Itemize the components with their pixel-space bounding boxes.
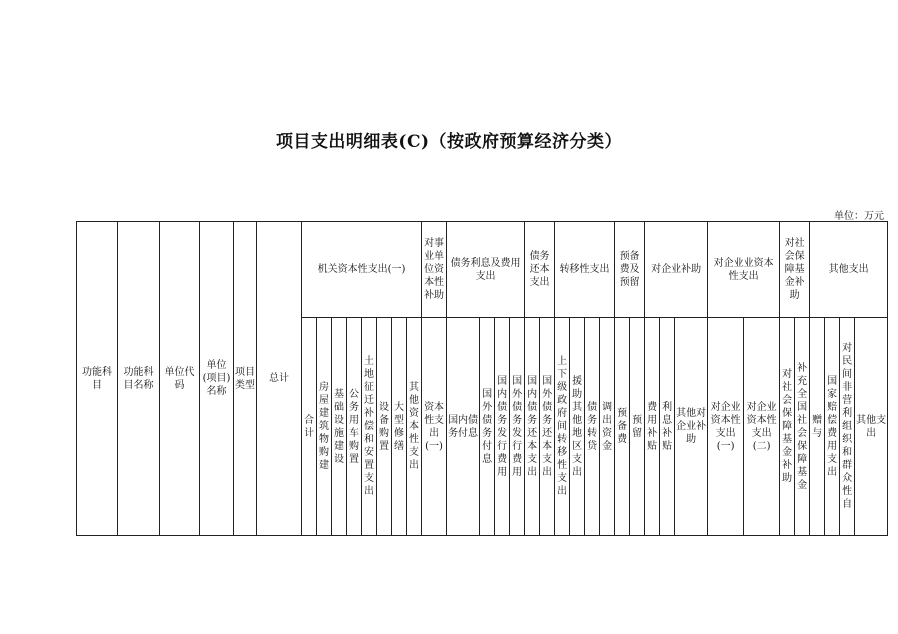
sub-header: 其他对企业补助	[675, 318, 708, 536]
sub-header: 设备购置	[377, 318, 392, 536]
group-header: 机关资本性支出(一)	[302, 222, 422, 318]
sub-header: 预留	[630, 318, 645, 536]
sub-header: 合计	[302, 318, 317, 536]
sub-header: 其他资本性支出	[407, 318, 422, 536]
sub-header: 费用补贴	[645, 318, 660, 536]
sub-header: 对社会保障基金补助	[780, 318, 795, 536]
sub-header: 赠与	[810, 318, 825, 536]
sub-header: 国外债务付息	[480, 318, 495, 536]
sub-header: 对民间非营利组织和群众性自	[840, 318, 855, 536]
group-header: 债务利息及费用支出	[447, 222, 525, 318]
sub-header: 国内债务发行费用	[495, 318, 510, 536]
page-title: 项目支出明细表(C)（按政府预算经济分类）	[275, 132, 623, 152]
header-unit-project-name: 单位(项目)名称	[200, 222, 234, 536]
group-header: 转移性支出	[555, 222, 615, 318]
group-header: 对社会保障基金补助	[780, 222, 810, 318]
sub-header: 国家赔偿费用支出	[825, 318, 840, 536]
sub-header: 土地征迁补偿和安置支出	[362, 318, 377, 536]
sub-header: 对企业资本性支出(一)	[708, 318, 744, 536]
sub-header: 利息补贴	[660, 318, 675, 536]
sub-header: 房屋建筑物购建	[317, 318, 332, 536]
sub-header: 上下级政府间转移性支出	[555, 318, 570, 536]
sub-header: 国内债务付息	[447, 318, 480, 536]
sub-header: 国内债务还本支出	[525, 318, 540, 536]
sub-header: 其他支出	[855, 318, 888, 536]
header-total: 总计	[257, 222, 302, 536]
sub-header: 国外债务还本支出	[540, 318, 555, 536]
sub-header: 公务用车购置	[347, 318, 362, 536]
sub-header: 援助其他地区支出	[570, 318, 585, 536]
budget-table	[76, 221, 888, 536]
sub-header: 资本性支出(一)	[422, 318, 447, 536]
group-header: 其他支出	[810, 222, 888, 318]
header-project-type: 项目类型	[234, 222, 257, 536]
sub-header: 补充全国社会保障基金	[795, 318, 810, 536]
group-header: 债务还本支出	[525, 222, 555, 318]
sub-header: 调出资金	[600, 318, 615, 536]
group-header: 对企业业资本性支出	[708, 222, 780, 318]
unit-label: 单位：万元	[834, 211, 884, 222]
header-function-name: 功能科目名称	[118, 222, 160, 536]
header-function-code: 功能科目	[77, 222, 118, 536]
group-header: 对企业补助	[645, 222, 708, 318]
header-unit-code: 单位代码	[160, 222, 200, 536]
group-header: 对事业单位资本性补助	[422, 222, 447, 318]
sub-header: 预备费	[615, 318, 630, 536]
group-header: 预备费及预留	[615, 222, 645, 318]
sub-header: 基础设施建设	[332, 318, 347, 536]
sub-header: 大型修缮	[392, 318, 407, 536]
sub-header: 国外债务发行费用	[510, 318, 525, 536]
sub-header: 对企业资本性支出(二)	[744, 318, 780, 536]
sub-header: 债务转贷	[585, 318, 600, 536]
